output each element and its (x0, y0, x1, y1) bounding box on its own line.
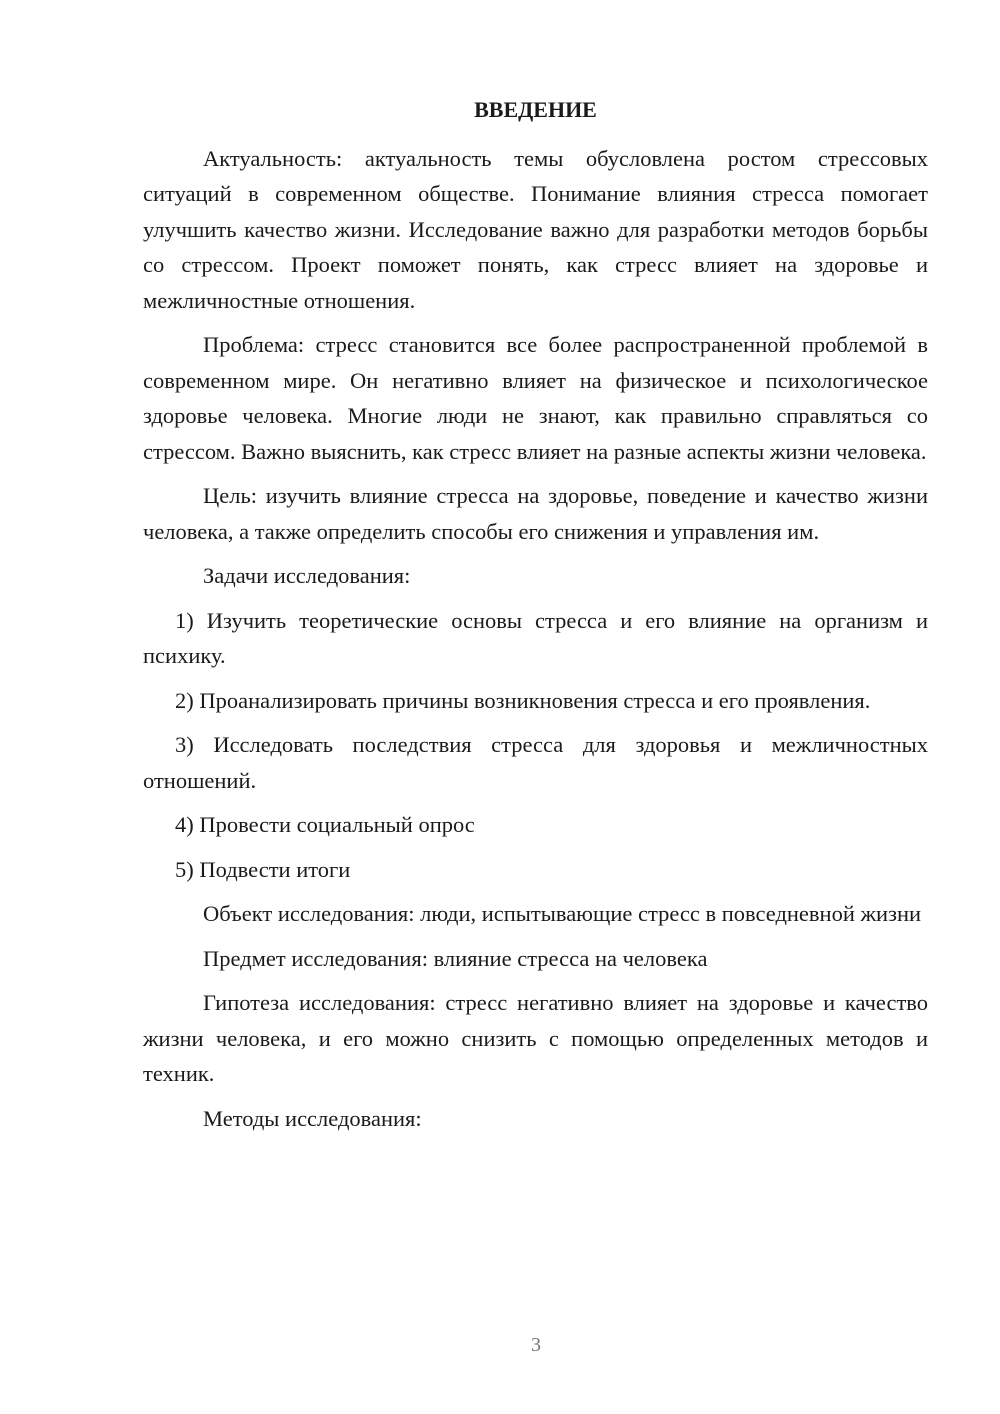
list-item-task-3: 3) Исследовать последствия стресса для здоровья и межличностных отношений. (143, 732, 928, 793)
page-title: ВВЕДЕНИЕ (474, 97, 597, 122)
paragraph-relevance: Актуальность: актуальность темы обусловлена ростом стрессовых ситуаций в современном обществе. Понимание влияния стресса помогает улучшить качество жизни. Исследование важно для разработки методов борьбы со стрессом. Проект поможет понять, как стресс влияет на здоровье и межличностные отношения. (143, 145, 928, 313)
paragraph-subject: Предмет исследования: влияние стресса на человека (203, 945, 708, 971)
page-number: 3 (531, 1334, 541, 1356)
list-item-task-1: 1) Изучить теоретические основы стресса и его влияние на организм и психику. (143, 607, 928, 668)
paragraph-methods-heading: Методы исследования: (203, 1105, 422, 1131)
list-item-task-5: 5) Подвести итоги (175, 856, 351, 882)
paragraph-tasks-heading: Задачи исследования: (203, 563, 411, 588)
paragraph-problem: Проблема: стресс становится все более распространенной проблемой в современном мире. Он негативно влияет на физическое и психологическое здоровье человека. Многие люди не знают, как правильно справляться со стрессом. Важно выяснить, как стресс влияет на разные аспекты жизни человека. (143, 332, 928, 464)
paragraph-object: Объект исследования: люди, испытывающие стресс в повседневной жизни (203, 901, 922, 926)
paragraph-goal: Цель: изучить влияние стресса на здоровье, поведение и качество жизни человека, а также определить способы его снижения и управления им. (143, 483, 928, 544)
list-item-task-4: 4) Провести социальный опрос (175, 812, 475, 837)
paragraph-hypothesis: Гипотеза исследования: стресс негативно влияет на здоровье и качество жизни человека, и его можно снизить с помощью определенных методов и техник. (143, 990, 928, 1086)
document-body (143, 92, 928, 1145)
list-item-task-2: 2) Проанализировать причины возникновения стресса и его проявления. (175, 687, 871, 713)
